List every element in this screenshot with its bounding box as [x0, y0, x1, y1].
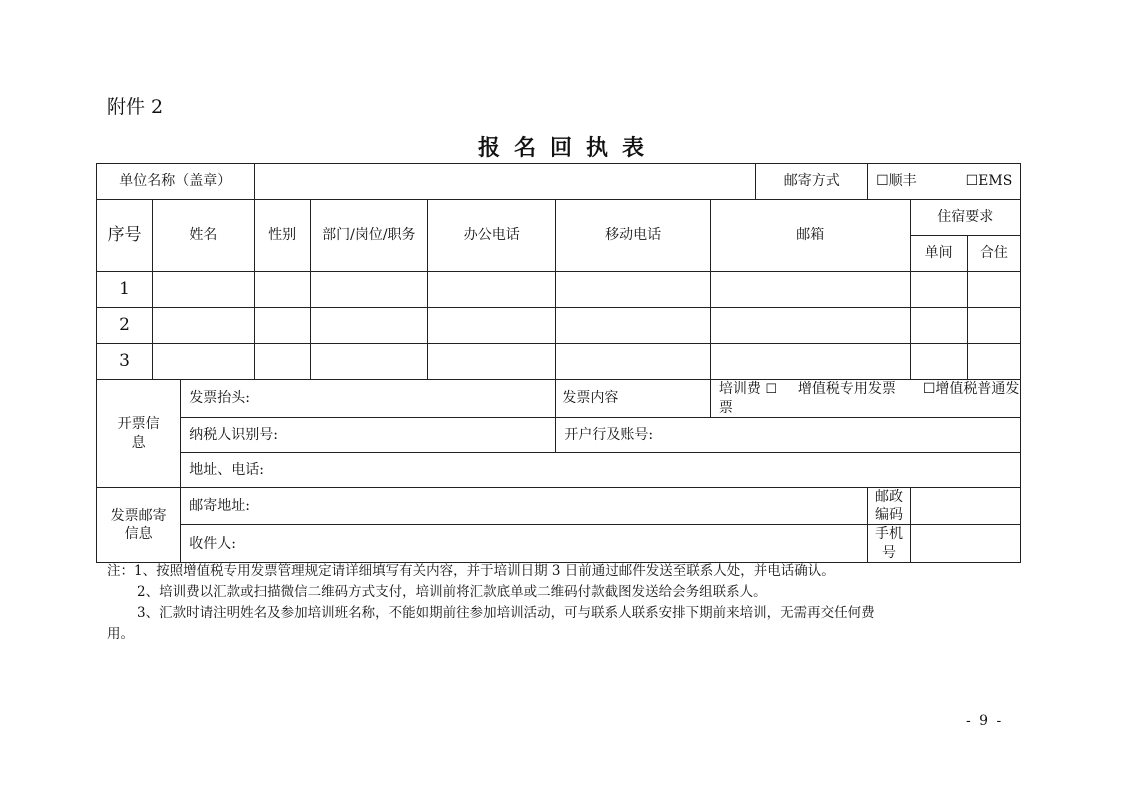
shared-room-cell[interactable]: [967, 272, 1020, 308]
single-room-cell[interactable]: [910, 308, 967, 344]
unit-name-label: 单位名称（盖章）: [97, 164, 255, 200]
office-phone-cell[interactable]: [428, 272, 556, 308]
single-room-cell[interactable]: [910, 344, 967, 380]
form-title: 报名回执表: [477, 135, 658, 161]
note-1: 注：1、按照增值税专用发票管理规定请详细填写有关内容，并于培训日期 3 日前通过邮件发送至联系人处，并电话确认。: [107, 563, 835, 579]
column-header-row: [97, 200, 1021, 236]
invoice-title-field[interactable]: 发票抬头:: [181, 380, 556, 418]
ems-checkbox[interactable]: ☐EMS: [965, 173, 1013, 190]
mailing-address-field[interactable]: 邮寄地址:: [181, 488, 868, 525]
email-cell[interactable]: [710, 344, 910, 380]
col-name-header: 姓名: [153, 200, 254, 272]
address-row: [97, 453, 1021, 488]
recipient-field[interactable]: 收件人:: [181, 525, 868, 562]
mail-method-label: 邮寄方式: [756, 164, 868, 200]
recipient-row: [97, 525, 1021, 562]
gender-cell[interactable]: [254, 308, 310, 344]
shared-room-cell[interactable]: [967, 308, 1020, 344]
shared-room-cell[interactable]: [967, 344, 1020, 380]
dept-cell[interactable]: [310, 272, 427, 308]
shunfeng-checkbox[interactable]: ☐顺丰: [876, 173, 917, 190]
mailing-section-label: 发票邮寄信息: [97, 488, 181, 563]
note-3-continued: 用。: [107, 626, 134, 642]
gender-cell[interactable]: [254, 344, 310, 380]
special-vat-checkbox[interactable]: ☐: [765, 382, 777, 397]
name-cell[interactable]: [153, 308, 254, 344]
col-mobile-header: 移动电话: [556, 200, 710, 272]
name-cell[interactable]: [153, 272, 254, 308]
row-index: 2: [97, 308, 153, 344]
col-dept-header: 部门/岗位/职务: [310, 200, 427, 272]
attachment-label: 附件 2: [107, 96, 164, 118]
name-cell[interactable]: [153, 344, 254, 380]
taxpayer-row: [97, 418, 1021, 453]
note-3: 3、汇款时请注明姓名及参加培训班名称，不能如期前往参加培训活动，可与联系人联系安排下期前来培训，无需再交任何费: [137, 605, 875, 621]
mobile-field[interactable]: [910, 525, 1020, 562]
table-row: [97, 308, 1021, 344]
col-single-room-header: 单间: [910, 236, 967, 272]
address-phone-field[interactable]: 地址、电话:: [181, 453, 1021, 488]
dept-cell[interactable]: [310, 344, 427, 380]
single-room-cell[interactable]: [910, 272, 967, 308]
unit-name-field[interactable]: [254, 164, 756, 200]
mobile-label: 手机号: [868, 525, 910, 562]
col-lodging-header: 住宿要求: [910, 200, 1020, 236]
training-fee-label: 培训费: [718, 381, 761, 397]
table-row: [97, 344, 1021, 380]
registration-form-table: [96, 163, 1021, 563]
invoice-content-options: [710, 380, 1020, 418]
office-phone-cell[interactable]: [428, 308, 556, 344]
row-index: 3: [97, 344, 153, 380]
col-email-header: 邮箱: [710, 200, 910, 272]
email-cell[interactable]: [710, 308, 910, 344]
table-row: [97, 272, 1021, 308]
mobile-cell[interactable]: [556, 272, 710, 308]
gender-cell[interactable]: [254, 272, 310, 308]
normal-vat-checkbox[interactable]: ☐增值税普通发票: [718, 381, 1020, 416]
mobile-cell[interactable]: [556, 308, 710, 344]
bank-account-field[interactable]: 开户行及账号:: [556, 418, 1021, 453]
mobile-cell[interactable]: [556, 344, 710, 380]
mailing-address-row: [97, 488, 1021, 525]
invoice-section-label: 开票信息: [97, 380, 181, 488]
mail-method-options: [868, 164, 1021, 200]
dept-cell[interactable]: [310, 308, 427, 344]
email-cell[interactable]: [710, 272, 910, 308]
note-2: 2、培训费以汇款或扫描微信二维码方式支付，培训前将汇款底单或二维码付款截图发送给会务组联系人。: [137, 584, 767, 600]
office-phone-cell[interactable]: [428, 344, 556, 380]
col-office-phone-header: 办公电话: [428, 200, 556, 272]
taxpayer-id-field[interactable]: 纳税人识别号:: [181, 418, 556, 453]
row-index: 1: [97, 272, 153, 308]
invoice-content-label: 发票内容: [556, 380, 710, 418]
postcode-label: 邮政编码: [868, 488, 910, 525]
unit-row: [97, 164, 1021, 200]
invoice-header-row: [97, 380, 1021, 418]
postcode-field[interactable]: [910, 488, 1020, 525]
col-index-header: 序号: [97, 200, 153, 272]
col-gender-header: 性别: [254, 200, 310, 272]
page-number: - 9 -: [966, 713, 1004, 729]
col-shared-room-header: 合住: [967, 236, 1020, 272]
notes: [107, 561, 1017, 645]
special-vat-label: 增值税专用发票: [797, 381, 896, 397]
